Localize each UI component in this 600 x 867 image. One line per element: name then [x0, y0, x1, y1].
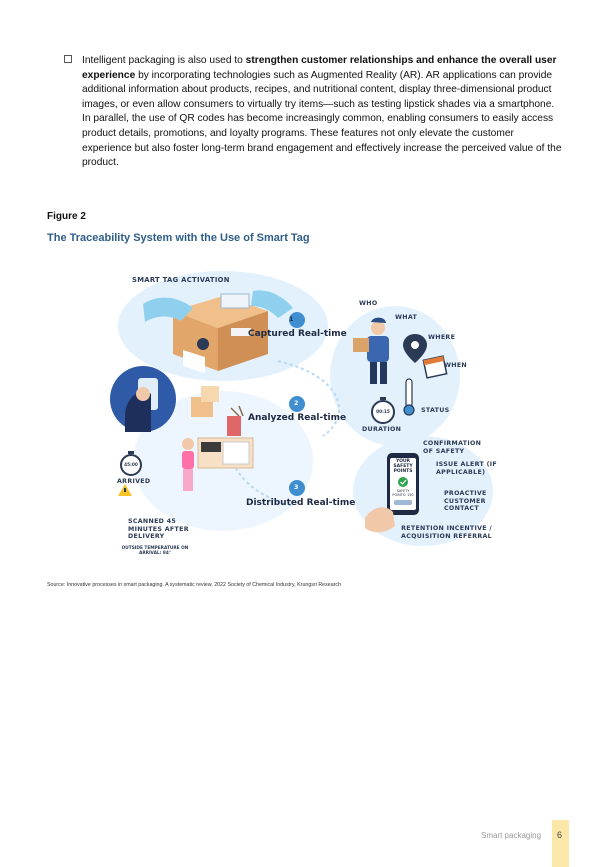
figure-label: Figure 2 — [47, 211, 86, 222]
scanning-woman-icon — [110, 366, 176, 432]
bg-blob-right — [330, 306, 460, 446]
issue-alert-label: ISSUE ALERT (IF APPLICABLE) — [436, 461, 497, 476]
paragraph-body: by incorporating technologies such as Augmented Reality (AR). AR applications can provide additional information about products, recipes, and nutritional content, display three-dimensional product images, or even allow consumers to virtually try items—such as testing lipstick shades via a smartphone. In parallel, the use of QR codes has become increasingly common, enabling consumers to easily access product details, promotions, and loyalty programs. These features not only elevate the customer experience but also foster long-term brand engagement and effectively increase the perceived value of the product. — [82, 69, 562, 169]
step-1-number: 1 — [289, 316, 294, 323]
footer-title: Smart packaging — [481, 831, 542, 840]
status-label: STATUS — [421, 407, 450, 414]
scanned-label: SCANNED 45 MINUTES AFTER DELIVERY — [128, 518, 189, 541]
bullet-paragraph — [64, 54, 562, 171]
thermometer-icon — [404, 379, 414, 415]
when-label: WHEN — [444, 362, 467, 369]
what-label: WHAT — [395, 314, 418, 321]
confirmation-label: CONFIRMATION OF SAFETY — [423, 440, 482, 455]
step-2-number: 2 — [294, 400, 299, 407]
proactive-contact-label: PROACTIVE CUSTOMER CONTACT — [444, 490, 487, 513]
step-1-label: Captured Real-time — [248, 329, 347, 339]
who-label: WHO — [359, 300, 378, 307]
figure-title: The Traceability System with the Use of Smart Tag — [47, 232, 310, 244]
activation-label: SMART TAG ACTIVATION — [132, 276, 230, 284]
page-number: 6 — [557, 830, 563, 840]
duration-label: DURATION — [362, 426, 402, 433]
outside-temperature-label: OUTSIDE TEMPERATURE ON ARRIVAL: 84° — [121, 546, 189, 557]
page-number-tab — [552, 820, 569, 867]
warning-sign-icon — [118, 484, 132, 496]
retention-label: RETENTION INCENTIVE / ACQUISITION REFERRAL — [401, 525, 492, 540]
arrived-label: ARRIVED — [117, 478, 151, 485]
phone-subtitle: SAFETY POINTS: 150 — [392, 489, 414, 497]
where-label: WHERE — [428, 334, 456, 341]
paragraph-intro: Intelligent packaging is also used to — [82, 55, 246, 66]
square-bullet-icon — [64, 55, 72, 63]
woman-in-kitchen-icon — [182, 438, 194, 491]
arrived-timer: 45:00 — [124, 463, 138, 468]
phone-title: YOUR SAFETY POINTS — [393, 459, 413, 474]
duration-timer: 00:15 — [376, 410, 390, 415]
paragraph-emphasis: strengthen customer relationships and enhance the overall user experience — [82, 55, 557, 81]
step-3-label: Distributed Real-time — [246, 498, 356, 508]
step-2-label: Analyzed Real-time — [248, 413, 347, 423]
paragraph-text — [82, 54, 562, 171]
figure-source: Source: Innovative processes in smart packaging. A systematic review, 2022 Society of Chemical Industry, Krungsri Research — [47, 582, 342, 588]
step-3-number: 3 — [294, 484, 299, 491]
traceability-infographic — [103, 266, 499, 564]
